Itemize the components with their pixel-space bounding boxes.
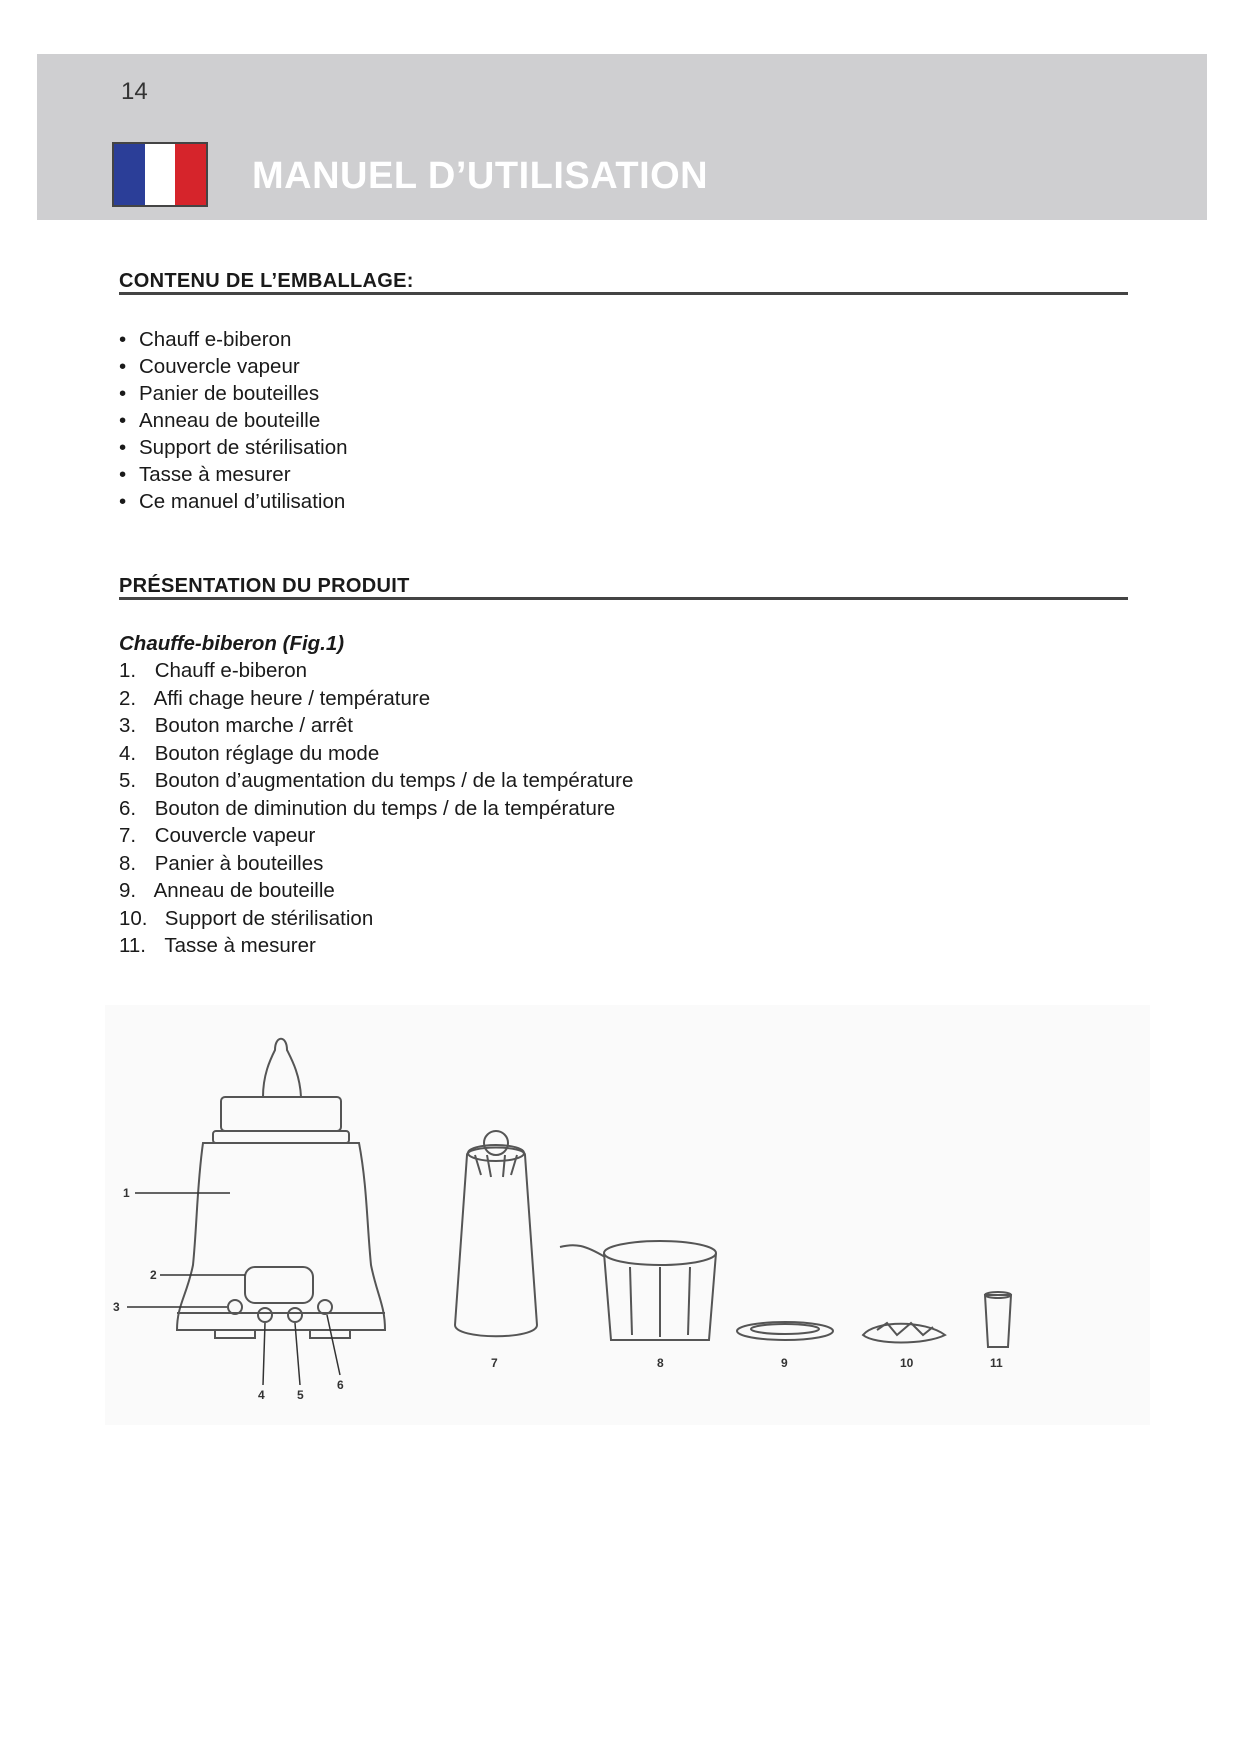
- diagram-label: 1: [123, 1186, 130, 1200]
- list-item: • Panier de bouteilles: [119, 380, 348, 407]
- diagram-label: 5: [297, 1388, 304, 1402]
- diagram-label: 2: [150, 1268, 157, 1282]
- list-item: • Anneau de bouteille: [119, 407, 348, 434]
- package-contents-list: [119, 326, 348, 515]
- list-item: 4. Bouton réglage du mode: [119, 741, 380, 765]
- list-item: 1. Chauff e-biberon: [119, 659, 308, 682]
- diagram-label: 6: [337, 1378, 344, 1392]
- list-item: 7. Couvercle vapeur: [119, 824, 316, 847]
- page-number: 14: [121, 78, 148, 105]
- french-flag-icon: [112, 142, 208, 207]
- manual-title: MANUEL D’UTILISATION: [252, 155, 709, 197]
- package-contents-heading: CONTENU DE L’EMBALLAGE:: [119, 270, 1128, 295]
- list-item: • Support de stérilisation: [119, 434, 348, 461]
- diagram-label: 9: [781, 1356, 788, 1370]
- diagram-label: 3: [113, 1300, 120, 1314]
- list-item: 2. Affi chage heure / température: [119, 686, 431, 710]
- list-item: 5. Bouton d’augmentation du temps / de la température: [119, 769, 634, 792]
- list-item: 11. Tasse à mesurer: [119, 934, 316, 957]
- product-diagram: [105, 1005, 1150, 1425]
- list-item: • Chauff e-biberon: [119, 326, 348, 353]
- diagram-label: 8: [657, 1356, 664, 1370]
- list-item: 6. Bouton de diminution du temps / de la température: [119, 796, 616, 820]
- product-presentation-heading: PRÉSENTATION DU PRODUIT: [119, 575, 1128, 600]
- list-item: 3. Bouton marche / arrêt: [119, 714, 353, 737]
- list-item: • Couvercle vapeur: [119, 353, 348, 380]
- list-item: 10. Support de stérilisation: [119, 906, 374, 930]
- figure-caption: Chauffe-biberon (Fig.1): [119, 632, 345, 655]
- product-parts-list: [119, 657, 633, 960]
- list-item: • Ce manuel d’utilisation: [119, 488, 348, 515]
- diagram-label: 4: [258, 1388, 265, 1402]
- diagram-label: 7: [491, 1356, 498, 1370]
- list-item: 8. Panier à bouteilles: [119, 851, 324, 875]
- diagram-label: 11: [990, 1356, 1003, 1370]
- list-item: • Tasse à mesurer: [119, 461, 348, 488]
- list-item: 9. Anneau de bouteille: [119, 879, 335, 902]
- diagram-label: 10: [900, 1356, 914, 1370]
